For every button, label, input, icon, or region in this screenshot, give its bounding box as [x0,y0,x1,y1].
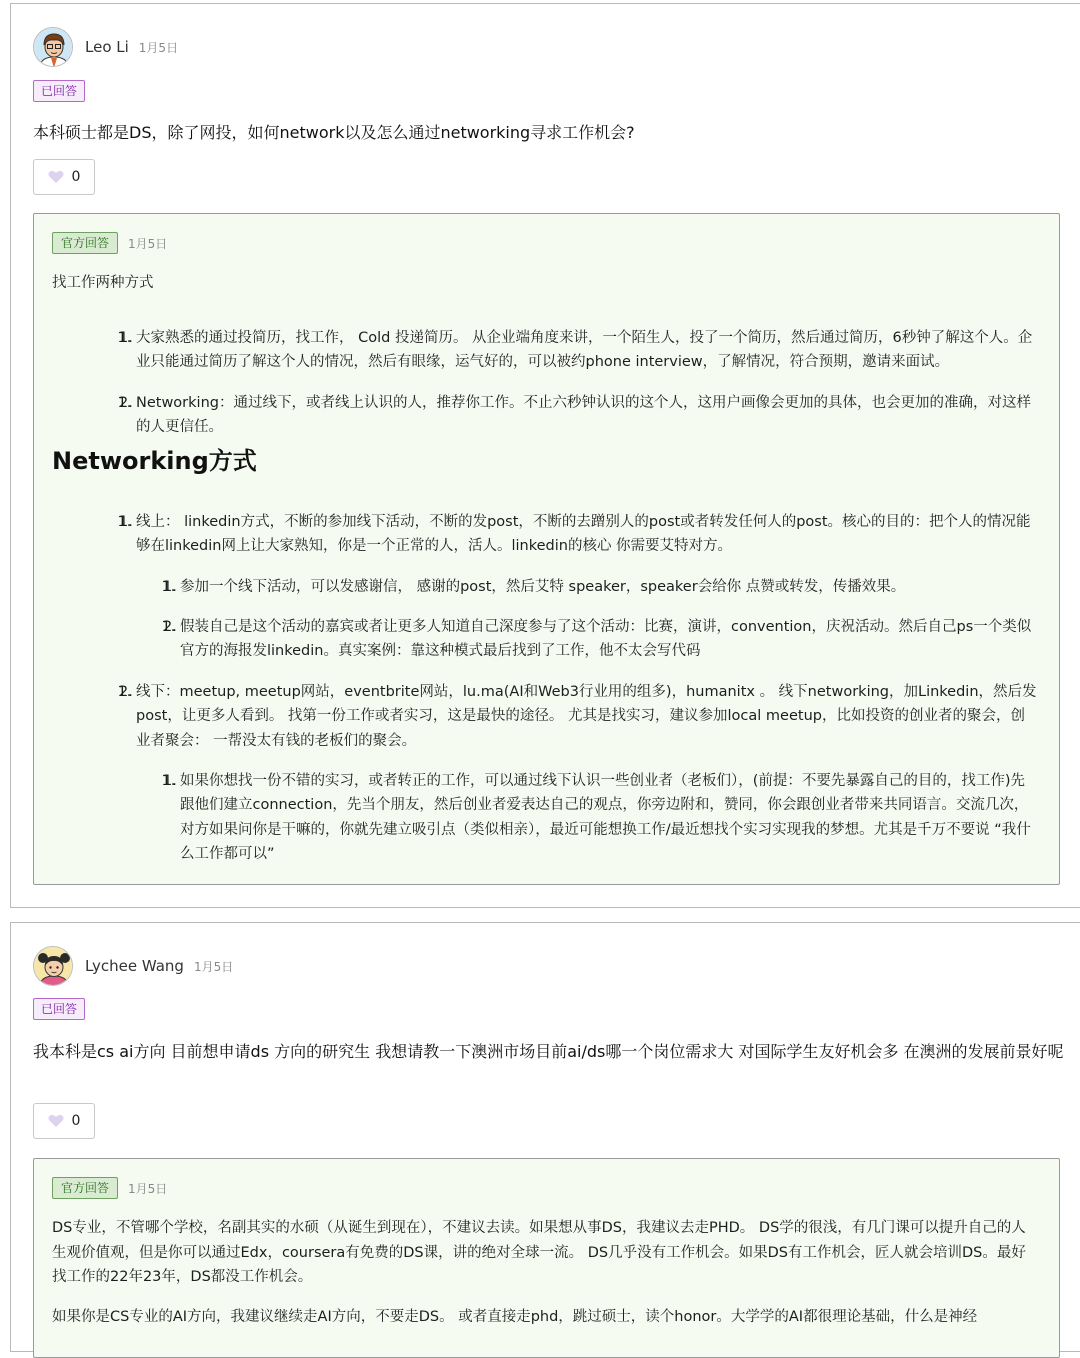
official-answer [33,1158,1060,1358]
answer-sublist [140,615,1037,664]
answer-list [96,680,1037,754]
list-item: 1. 1. 线上： linkedin方式，不断的参加线下活动，不断的发post，不断的去蹭别人的post或者转发任何人的post。核心的目的：把个人的情况能够在linkedin网上让大家熟知，你是一个正常的人，活人。linkedin的核心 你需要艾特对方。 [136,510,1037,559]
official-answer [33,213,1060,885]
answer-sublist [140,769,1037,867]
answer-date: 1月5日 [128,236,168,251]
list-item: 1. 2. 假装自己是这个活动的嘉宾或者让更多人知道自己深度参与了这个活动：比赛，演讲，convention，庆祝活动。然后自己ps一个类似官方的海报发linkedin。真实案例：靠这种模式最后找到了工作，他不太会写代码 [180,615,1037,664]
answer-paragraph: 如果你是CS专业的AI方向，我建议继续走AI方向，不要走DS。 或者直接走phd，跳过硕士，读个honor。大学学的AI都很理论基础，什么是神经 [52,1309,978,1325]
question-card [10,3,1080,908]
list-item: 1. 2. 线下：meetup, meetup网站，eventbrite网站，lu.ma(AI和Web3行业用的组多)，humanitx 。 线下networking，加Linkedin，然后发post，让更多人看到。 找第一份工作或者实习，这是最快的途径。 尤其是找实习，建议参加local meetup，比如投资的创业者的聚会，创业者聚会： 一帮没太有钱的老板们的聚会。 [136,680,1037,754]
status-badge: 已回答 [33,998,85,1020]
answer-sublist [140,575,1037,600]
like-button[interactable] [33,159,95,195]
answer-list [96,391,1037,440]
username[interactable]: Lychee Wang [85,957,184,975]
post-date: 1月5日 [138,40,179,55]
answer-list [96,326,1037,375]
like-button[interactable] [33,1103,95,1139]
answer-paragraph: DS专业，不管哪个学校，名副其实的水硕（从诞生到现在），不建议去读。如果想从事DS，我建议去走PHD。 DS学的很浅，有几门课可以提升自己的人生观价值观，但是你可以通过Edx，coursera有免费的DS课，讲的绝对全球一流。 DS几乎没有工作机会。如果DS有工作机会，匠人就会培训DS。最好找工作的22年23年，DS都没工作机会。 [52,1220,1026,1285]
like-count: 0 [71,169,81,185]
question-card [10,922,1080,1352]
avatar[interactable] [33,946,73,986]
post-header [33,26,178,68]
question-text: 我本科是cs ai方向 目前想申请ds 方向的研究生 我想请教一下澳洲市场目前ai/ds哪一个岗位需求大 对国际学生友好机会多 在澳洲的发展前景好呢 [33,1042,1064,1061]
answer-list [96,510,1037,559]
like-count: 0 [71,1113,81,1129]
section-heading: Networking方式 [52,447,257,475]
post-header [33,945,233,987]
username[interactable]: Leo Li [85,38,129,56]
official-answer-badge: 官方回答 [52,1177,118,1199]
heart-icon [48,170,64,184]
official-answer-badge: 官方回答 [52,232,118,254]
answer-intro: 找工作两种方式 [52,275,154,291]
answer-date: 1月5日 [128,1181,168,1196]
list-item: 1. 1. 参加一个线下活动，可以发感谢信， 感谢的post，然后艾特 speaker，speaker会给你 点赞或转发，传播效果。 [180,575,1037,600]
list-item: 1. 1. 大家熟悉的通过投简历，找工作， Cold 投递简历。 从企业端角度来讲，一个陌生人，投了一个简历，然后通过简历，6秒钟了解这个人。企业只能通过简历了解这个人的情况，然后有眼缘，运气好的，可以被约phone interview，了解情况，符合预期，邀请来面试。 [136,326,1037,375]
list-item: 1. 2. Networking：通过线下，或者线上认识的人，推荐你工作。不止六秒钟认识的这个人，这用户画像会更加的具体，也会更加的准确，对这样的人更信任。 [136,391,1037,440]
post-date: 1月5日 [193,959,234,974]
question-text: 本科硕士都是DS，除了网投，如何network以及怎么通过networking寻求工作机会? [33,123,635,142]
heart-icon [48,1114,64,1128]
list-item: 1. 1. 如果你想找一份不错的实习，或者转正的工作，可以通过线下认识一些创业者（老板们），(前提：不要先暴露自己的目的，找工作)先跟他们建立connection，先当个朋友，然后创业者爱表达自己的观点，你旁边附和，赞同，你会跟创业者带来共同语言。交流几次，对方如果问你是干嘛的，你就先建立吸引点（类似相亲），最近可能想换工作/最近想找个实习实现我的梦想。尤其是千万不要说᠎ “我什么工作都可以” [180,769,1037,867]
avatar[interactable] [33,27,73,67]
status-badge: 已回答 [33,80,85,102]
